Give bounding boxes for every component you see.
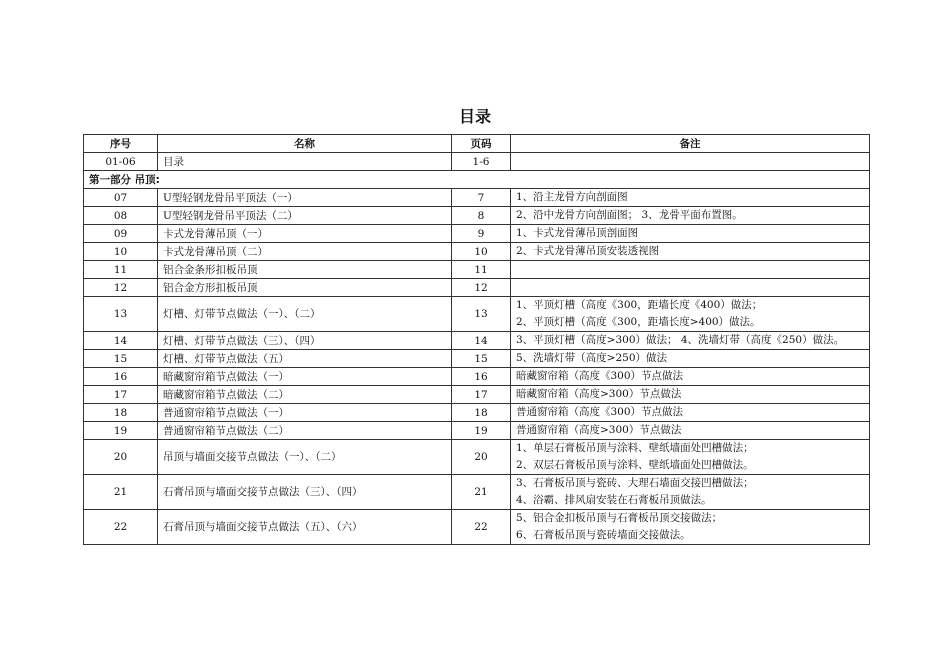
cell-no: 01-06 [84,153,158,171]
table-row [84,475,870,510]
cell-page: 12 [452,279,511,297]
cell-no: 18 [84,404,158,422]
note-line: 2、沿中龙骨方向剖面图； 3、龙骨平面布置图。 [516,209,743,221]
cell-name: 铝合金条形扣板吊顶 [158,261,452,279]
note-line: 3、石膏板吊顶与瓷砖、大理石墙面交接凹槽做法； [516,477,754,489]
cell-no: 08 [84,207,158,225]
note-line: 1、沿主龙骨方向剖面图 [516,191,628,203]
cell-page: 8 [452,207,511,225]
cell-name: 灯槽、灯带节点做法（一）、（二） [158,297,452,332]
cell-no: 21 [84,475,158,510]
cell-page: 13 [452,297,511,332]
cell-no: 09 [84,225,158,243]
cell-name: U型轻钢龙骨吊平顶法（二） [158,207,452,225]
cell-no: 14 [84,332,158,350]
note-line: 1、卡式龙骨薄吊顶剖面图 [516,227,639,239]
cell-name: 石膏吊顶与墙面交接节点做法（五）、（六） [158,510,452,545]
note-line: 6、石膏板吊顶与瓷砖墙面交接做法。 [516,529,691,541]
cell-note [511,510,870,545]
header-no: 序号 [84,135,158,153]
cell-no: 19 [84,422,158,440]
cell-page: 7 [452,189,511,207]
table-row [84,350,870,368]
cell-note [511,189,870,207]
section-label: 第一部分 吊顶: [84,171,870,189]
cell-no: 10 [84,243,158,261]
cell-no: 20 [84,440,158,475]
cell-note [511,332,870,350]
note-line: 2、平顶灯槽（高度《300，距墙长度>400）做法。 [516,316,761,328]
note-line: 1、平顶灯槽（高度《300，距墙长度《400）做法； [516,299,763,311]
cell-note [511,297,870,332]
table-row [84,422,870,440]
cell-note [511,225,870,243]
table-row [84,279,870,297]
cell-name: 灯槽、灯带节点做法（五） [158,350,452,368]
note-line: 4、浴霸、排风扇安装在石膏板吊顶做法。 [516,494,712,506]
cell-note [511,279,870,297]
cell-name: U型轻钢龙骨吊平顶法（一） [158,189,452,207]
note-line: 2、卡式龙骨薄吊顶安装透视图 [516,245,660,257]
cell-no: 17 [84,386,158,404]
cell-page: 10 [452,243,511,261]
cell-name: 普通窗帘箱节点做法（一） [158,404,452,422]
cell-no: 15 [84,350,158,368]
cell-page: 19 [452,422,511,440]
cell-name: 铝合金方形扣板吊顶 [158,279,452,297]
cell-note [511,261,870,279]
cell-no: 22 [84,510,158,545]
table-row [84,225,870,243]
section-row [84,171,870,189]
cell-note [511,207,870,225]
cell-note [511,153,870,171]
table-row [84,297,870,332]
cell-name: 卡式龙骨薄吊顶（二） [158,243,452,261]
table-row [84,243,870,261]
cell-note [511,243,870,261]
note-line: 5、洗墙灯带（高度>250）做法 [516,352,668,364]
cell-note [511,422,870,440]
cell-name: 吊顶与墙面交接节点做法（一）、（二） [158,440,452,475]
cell-page: 16 [452,368,511,386]
cell-page: 9 [452,225,511,243]
table-row [84,261,870,279]
cell-name: 目录 [158,153,452,171]
cell-note [511,475,870,510]
cell-page: 22 [452,510,511,545]
cell-no: 11 [84,261,158,279]
table-row [84,386,870,404]
cell-page: 18 [452,404,511,422]
cell-name: 灯槽、灯带节点做法（三）、（四） [158,332,452,350]
cell-page: 14 [452,332,511,350]
table-row [84,207,870,225]
cell-note [511,368,870,386]
contents-table [83,134,870,545]
note-line: 1、单层石膏板吊顶与涂料、壁纸墙面处凹槽做法； [516,442,754,454]
table-row [84,332,870,350]
table-row [84,189,870,207]
cell-note [511,404,870,422]
note-line: 暗藏窗帘箱（高度>300）节点做法 [516,388,682,400]
cell-page: 15 [452,350,511,368]
header-page: 页码 [452,135,511,153]
table-row [84,404,870,422]
cell-name: 暗藏窗帘箱节点做法（二） [158,386,452,404]
page-title: 目录 [458,107,491,126]
cell-no: 12 [84,279,158,297]
cell-no: 13 [84,297,158,332]
cell-name: 暗藏窗帘箱节点做法（一） [158,368,452,386]
cell-no: 07 [84,189,158,207]
cell-no: 16 [84,368,158,386]
cell-name: 普通窗帘箱节点做法（二） [158,422,452,440]
note-line: 2、双层石膏板吊顶与涂料、壁纸墙面处凹槽做法。 [516,459,754,471]
cell-name: 卡式龙骨薄吊顶（一） [158,225,452,243]
header-row [84,135,870,153]
header-note: 备注 [511,135,870,153]
note-line: 普通窗帘箱（高度《300）节点做法 [516,406,684,418]
note-line: 暗藏窗帘箱（高度《300）节点做法 [516,370,684,382]
cell-page: 20 [452,440,511,475]
note-line: 3、平顶灯槽（高度>300）做法； 4、洗墙灯带（高度《250）做法。 [516,334,845,346]
note-line: 5、铝合金扣板吊顶与石膏板吊顶交接做法； [516,512,723,524]
index-row [84,153,870,171]
cell-page: 21 [452,475,511,510]
cell-name: 石膏吊顶与墙面交接节点做法（三）、（四） [158,475,452,510]
table-row [84,440,870,475]
cell-page: 1-6 [452,153,511,171]
cell-note [511,350,870,368]
cell-page: 17 [452,386,511,404]
cell-note [511,386,870,404]
note-line: 普通窗帘箱（高度>300）节点做法 [516,424,682,436]
cell-note [511,440,870,475]
table-row [84,510,870,545]
header-name: 名称 [158,135,452,153]
cell-page: 11 [452,261,511,279]
table-row [84,368,870,386]
